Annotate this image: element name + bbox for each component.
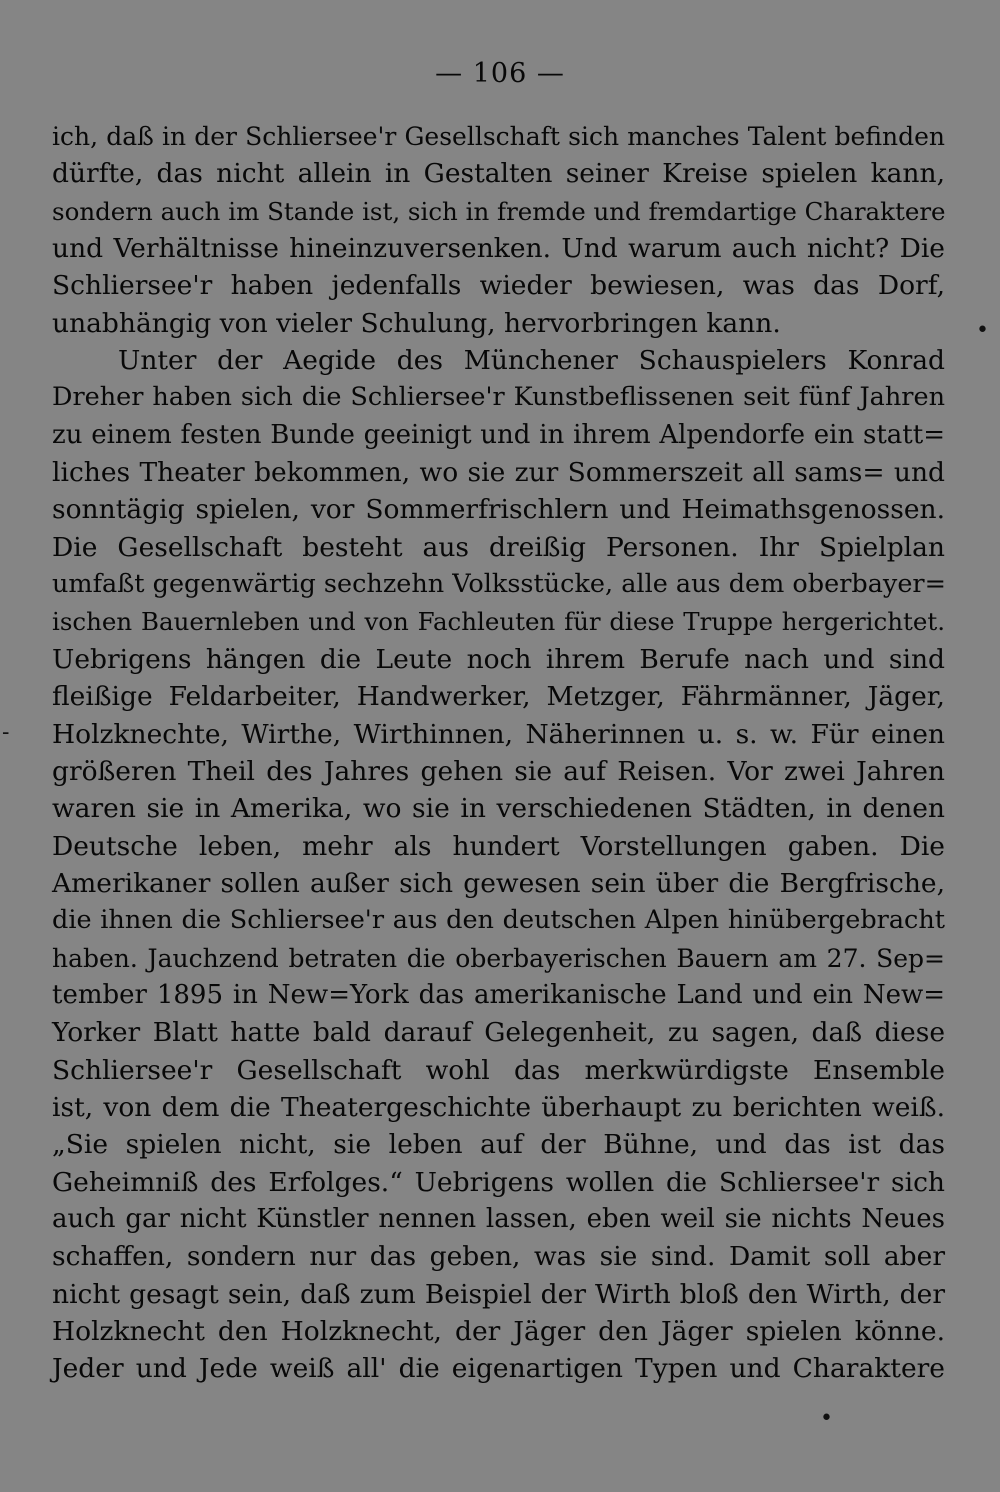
- text-line: sondern auch im Stande ist, sich in fremde und fremdartige Charaktere: [52, 196, 946, 226]
- text-line: ich, daß in der Schliersee'r Gesellschaft sich manches Talent befinden: [52, 122, 945, 151]
- text-line: ist, von dem die Theatergeschichte überhaupt zu berichten weiß.: [52, 1091, 945, 1123]
- text-line: Die Gesellschaft besteht aus dreißig Personen. Ihr Spielplan: [52, 531, 945, 563]
- text-line: liches Theater bekommen, wo sie zur Sommerszeit all sams= und: [52, 457, 945, 489]
- text-line: unabhängig von vieler Schulung, hervorbringen kann.: [52, 307, 781, 339]
- text-line: schaffen, sondern nur das geben, was sie sind. Damit soll aber: [52, 1241, 945, 1273]
- text-line: Schliersee'r Gesellschaft wohl das merkwürdigste Ensemble: [52, 1054, 945, 1086]
- text-line: waren sie in Amerika, wo sie in verschiedenen Städten, in denen: [52, 793, 945, 825]
- text-line: haben. Jauchzend betraten die oberbayerischen Bauern am 27. Sep=: [52, 943, 945, 973]
- text-line: Unter der Aegide des Münchener Schauspielers Konrad: [118, 345, 945, 377]
- text-line: auch gar nicht Künstler nennen lassen, eben weil sie nichts Neues: [52, 1203, 945, 1234]
- text-line: fleißige Feldarbeiter, Handwerker, Metzger, Fährmänner, Jäger,: [52, 681, 945, 713]
- text-line: ischen Bauernleben und von Fachleuten für diese Truppe hergerichtet.: [52, 607, 945, 637]
- text-line: Deutsche leben, mehr als hundert Vorstellungen gaben. Die: [52, 830, 945, 862]
- margin-dash: -: [2, 720, 10, 745]
- text-line: sonntägig spielen, vor Sommerfrischlern und Heimathsgenossen.: [52, 494, 945, 526]
- text-line: Dreher haben sich die Schliersee'r Kunstbeflissenen seit fünf Jahren: [52, 382, 945, 413]
- text-line: Geheimniß des Erfolges.“ Uebrigens wollen die Schliersee'r sich: [52, 1166, 945, 1198]
- text-line: größeren Theil des Jahres gehen sie auf Reisen. Vor zwei Jahren: [52, 755, 945, 787]
- text-line: nicht gesagt sein, daß zum Beispiel der Wirth bloß den Wirth, der: [52, 1278, 945, 1310]
- text-line: und Verhältnisse hineinzuversenken. Und warum auch nicht? Die: [52, 233, 945, 265]
- body-text: [52, 118, 945, 1388]
- print-speck: •: [976, 318, 989, 343]
- text-line: Amerikaner sollen außer sich gewesen sein über die Bergfrische,: [52, 867, 945, 899]
- text-line: Yorker Blatt hatte bald darauf Gelegenheit, zu sagen, daß diese: [52, 1017, 945, 1049]
- text-line: Uebrigens hängen die Leute noch ihrem Berufe nach und sind: [52, 643, 945, 675]
- text-line: „Sie spielen nicht, sie leben auf der Bühne, und das ist das: [52, 1129, 945, 1161]
- text-line: Holzknecht den Holzknecht, der Jäger den Jäger spielen könne.: [52, 1316, 945, 1347]
- text-line: die ihnen die Schliersee'r aus den deutschen Alpen hinübergebracht: [52, 905, 945, 936]
- text-line: zu einem festen Bunde geeinigt und in ihrem Alpendorfe ein statt=: [52, 419, 945, 450]
- text-line: tember 1895 in New=York das amerikanische Land und ein New=: [52, 979, 945, 1010]
- print-speck: •: [820, 1406, 833, 1431]
- text-line: dürfte, das nicht allein in Gestalten seiner Kreise spielen kann,: [52, 158, 945, 190]
- text-line: Jeder und Jede weiß all' die eigenartigen Typen und Charaktere: [52, 1353, 945, 1385]
- text-line: Schliersee'r haben jedenfalls wieder bewiesen, was das Dorf,: [52, 270, 945, 302]
- text-line: Holzknechte, Wirthe, Wirthinnen, Näherinnen u. s. w. Für einen: [52, 718, 945, 750]
- text-line: umfaßt gegenwärtig sechzehn Volksstücke, alle aus dem oberbayer=: [52, 569, 946, 600]
- page-number: — 106 —: [435, 58, 565, 89]
